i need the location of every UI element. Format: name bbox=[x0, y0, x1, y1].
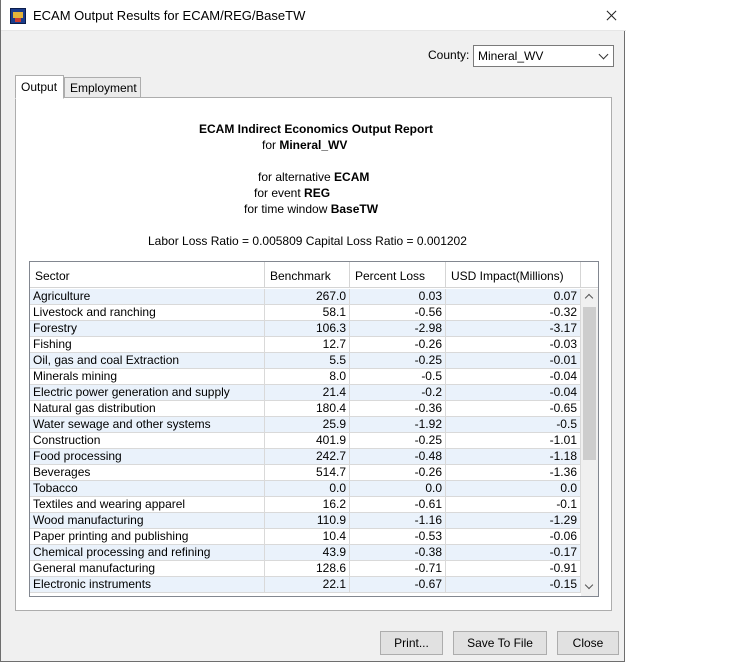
table-cell-usd-impact: -0.1 bbox=[446, 497, 581, 513]
table-cell-benchmark: 5.5 bbox=[265, 353, 350, 369]
table-cell-benchmark: 58.1 bbox=[265, 305, 350, 321]
table-row[interactable] bbox=[30, 449, 581, 465]
report-time-window: for time window BaseTW bbox=[244, 202, 379, 216]
table-cell-usd-impact: -0.03 bbox=[446, 337, 581, 353]
table-cell-usd-impact: -0.91 bbox=[446, 561, 581, 577]
table-cell-sector: Wood manufacturing bbox=[30, 513, 265, 529]
table-cell-percent-loss: -1.92 bbox=[350, 417, 446, 433]
vertical-scrollbar[interactable] bbox=[581, 289, 598, 596]
table-row[interactable] bbox=[30, 417, 581, 433]
table-cell-percent-loss: 0.03 bbox=[350, 289, 446, 305]
table-cell-benchmark: 21.4 bbox=[265, 385, 350, 401]
table-cell-sector: Tobacco bbox=[30, 481, 265, 497]
table-row[interactable] bbox=[30, 561, 581, 577]
column-header-benchmark[interactable]: Benchmark bbox=[265, 262, 350, 288]
table-cell-percent-loss: -0.36 bbox=[350, 401, 446, 417]
window-title: ECAM Output Results for ECAM/REG/BaseTW bbox=[33, 8, 306, 23]
table-cell-percent-loss: 0.0 bbox=[350, 481, 446, 497]
table-cell-benchmark: 43.9 bbox=[265, 545, 350, 561]
table-cell-benchmark: 22.1 bbox=[265, 577, 350, 593]
tab-employment[interactable]: Employment bbox=[64, 77, 141, 98]
table-cell-usd-impact: -0.17 bbox=[446, 545, 581, 561]
table-cell-benchmark: 10.4 bbox=[265, 529, 350, 545]
close-button[interactable]: Close bbox=[557, 631, 619, 655]
table-cell-usd-impact: 0.07 bbox=[446, 289, 581, 305]
table-cell-sector: Construction bbox=[30, 433, 265, 449]
table-row[interactable] bbox=[30, 481, 581, 497]
table-cell-usd-impact: -1.18 bbox=[446, 449, 581, 465]
table-cell-percent-loss: -0.71 bbox=[350, 561, 446, 577]
table-cell-percent-loss: -0.25 bbox=[350, 433, 446, 449]
table-cell-usd-impact: -1.36 bbox=[446, 465, 581, 481]
table-cell-percent-loss: -0.53 bbox=[350, 529, 446, 545]
table-row[interactable] bbox=[30, 465, 581, 481]
save-to-file-button[interactable]: Save To File bbox=[453, 631, 547, 655]
table-row[interactable] bbox=[30, 369, 581, 385]
table-cell-sector: Paper printing and publishing bbox=[30, 529, 265, 545]
tab-output[interactable]: Output bbox=[15, 75, 64, 99]
table-row[interactable] bbox=[30, 401, 581, 417]
table-cell-percent-loss: -0.25 bbox=[350, 353, 446, 369]
table-cell-benchmark: 128.6 bbox=[265, 561, 350, 577]
table-row[interactable] bbox=[30, 545, 581, 561]
table-body bbox=[30, 289, 581, 593]
table-cell-usd-impact: -0.32 bbox=[446, 305, 581, 321]
table-cell-percent-loss: -0.5 bbox=[350, 369, 446, 385]
table-cell-sector: General manufacturing bbox=[30, 561, 265, 577]
loss-ratios: Labor Loss Ratio = 0.005809 Capital Loss Ratio = 0.001202 bbox=[148, 234, 467, 248]
table-cell-usd-impact: -1.01 bbox=[446, 433, 581, 449]
table-cell-benchmark: 267.0 bbox=[265, 289, 350, 305]
table-cell-sector: Fishing bbox=[30, 337, 265, 353]
table-row[interactable] bbox=[30, 337, 581, 353]
table-row[interactable] bbox=[30, 513, 581, 529]
table-cell-sector: Electric power generation and supply bbox=[30, 385, 265, 401]
table-cell-percent-loss: -0.48 bbox=[350, 449, 446, 465]
table-row[interactable] bbox=[30, 577, 581, 593]
app-icon bbox=[10, 8, 26, 24]
table-cell-sector: Natural gas distribution bbox=[30, 401, 265, 417]
table-cell-percent-loss: -0.26 bbox=[350, 465, 446, 481]
close-icon[interactable] bbox=[596, 0, 626, 30]
table-cell-percent-loss: -0.61 bbox=[350, 497, 446, 513]
results-table bbox=[29, 261, 599, 597]
table-cell-sector: Minerals mining bbox=[30, 369, 265, 385]
table-cell-sector: Agriculture bbox=[30, 289, 265, 305]
table-cell-benchmark: 12.7 bbox=[265, 337, 350, 353]
table-cell-usd-impact: -0.65 bbox=[446, 401, 581, 417]
table-cell-benchmark: 106.3 bbox=[265, 321, 350, 337]
table-cell-sector: Textiles and wearing apparel bbox=[30, 497, 265, 513]
county-label: County: bbox=[428, 48, 470, 62]
table-cell-sector: Electronic instruments bbox=[30, 577, 265, 593]
county-selected-value: Mineral_WV bbox=[478, 49, 544, 63]
table-cell-sector: Chemical processing and refining bbox=[30, 545, 265, 561]
table-cell-percent-loss: -0.67 bbox=[350, 577, 446, 593]
report-event: for event REG bbox=[254, 186, 331, 200]
scroll-down-icon[interactable] bbox=[585, 581, 593, 589]
table-row[interactable] bbox=[30, 289, 581, 305]
table-row[interactable] bbox=[30, 353, 581, 369]
table-cell-usd-impact: -3.17 bbox=[446, 321, 581, 337]
table-cell-benchmark: 180.4 bbox=[265, 401, 350, 417]
table-cell-sector: Beverages bbox=[30, 465, 265, 481]
table-cell-percent-loss: -0.2 bbox=[350, 385, 446, 401]
table-row[interactable] bbox=[30, 321, 581, 337]
report-alternative: for alternative ECAM bbox=[258, 170, 370, 184]
table-cell-benchmark: 25.9 bbox=[265, 417, 350, 433]
table-cell-percent-loss: -0.26 bbox=[350, 337, 446, 353]
table-cell-sector: Livestock and ranching bbox=[30, 305, 265, 321]
column-header-usd-impact[interactable]: USD Impact(Millions) bbox=[446, 262, 581, 288]
table-cell-usd-impact: -0.5 bbox=[446, 417, 581, 433]
table-cell-percent-loss: -1.16 bbox=[350, 513, 446, 529]
chevron-down-icon bbox=[599, 50, 609, 60]
table-cell-usd-impact: -0.04 bbox=[446, 385, 581, 401]
table-header bbox=[30, 262, 598, 288]
scrollbar-thumb[interactable] bbox=[583, 307, 596, 460]
table-cell-percent-loss: -2.98 bbox=[350, 321, 446, 337]
county-dropdown[interactable] bbox=[473, 45, 614, 67]
table-cell-sector: Water sewage and other systems bbox=[30, 417, 265, 433]
table-row[interactable] bbox=[30, 305, 581, 321]
table-row[interactable] bbox=[30, 497, 581, 513]
table-cell-usd-impact: -0.01 bbox=[446, 353, 581, 369]
table-cell-benchmark: 16.2 bbox=[265, 497, 350, 513]
table-cell-benchmark: 514.7 bbox=[265, 465, 350, 481]
table-row[interactable] bbox=[30, 433, 581, 449]
table-cell-benchmark: 0.0 bbox=[265, 481, 350, 497]
scroll-up-icon[interactable] bbox=[585, 294, 593, 302]
table-row[interactable] bbox=[30, 529, 581, 545]
table-cell-benchmark: 242.7 bbox=[265, 449, 350, 465]
column-header-percent-loss[interactable]: Percent Loss bbox=[350, 262, 446, 288]
print-button[interactable]: Print... bbox=[380, 631, 443, 655]
table-cell-benchmark: 110.9 bbox=[265, 513, 350, 529]
table-cell-benchmark: 401.9 bbox=[265, 433, 350, 449]
table-row[interactable] bbox=[30, 385, 581, 401]
table-cell-sector: Food processing bbox=[30, 449, 265, 465]
table-cell-usd-impact: 0.0 bbox=[446, 481, 581, 497]
table-cell-usd-impact: -0.15 bbox=[446, 577, 581, 593]
report-county: for Mineral_WV bbox=[262, 138, 348, 152]
table-cell-sector: Oil, gas and coal Extraction bbox=[30, 353, 265, 369]
report-title: ECAM Indirect Economics Output Report bbox=[199, 122, 434, 136]
table-cell-usd-impact: -0.04 bbox=[446, 369, 581, 385]
table-cell-usd-impact: -0.06 bbox=[446, 529, 581, 545]
table-cell-benchmark: 8.0 bbox=[265, 369, 350, 385]
title-bar bbox=[1, 0, 626, 31]
column-header-sector[interactable]: Sector bbox=[30, 262, 265, 288]
table-cell-percent-loss: -0.56 bbox=[350, 305, 446, 321]
table-cell-usd-impact: -1.29 bbox=[446, 513, 581, 529]
table-cell-sector: Forestry bbox=[30, 321, 265, 337]
output-panel bbox=[15, 97, 612, 611]
table-cell-percent-loss: -0.38 bbox=[350, 545, 446, 561]
